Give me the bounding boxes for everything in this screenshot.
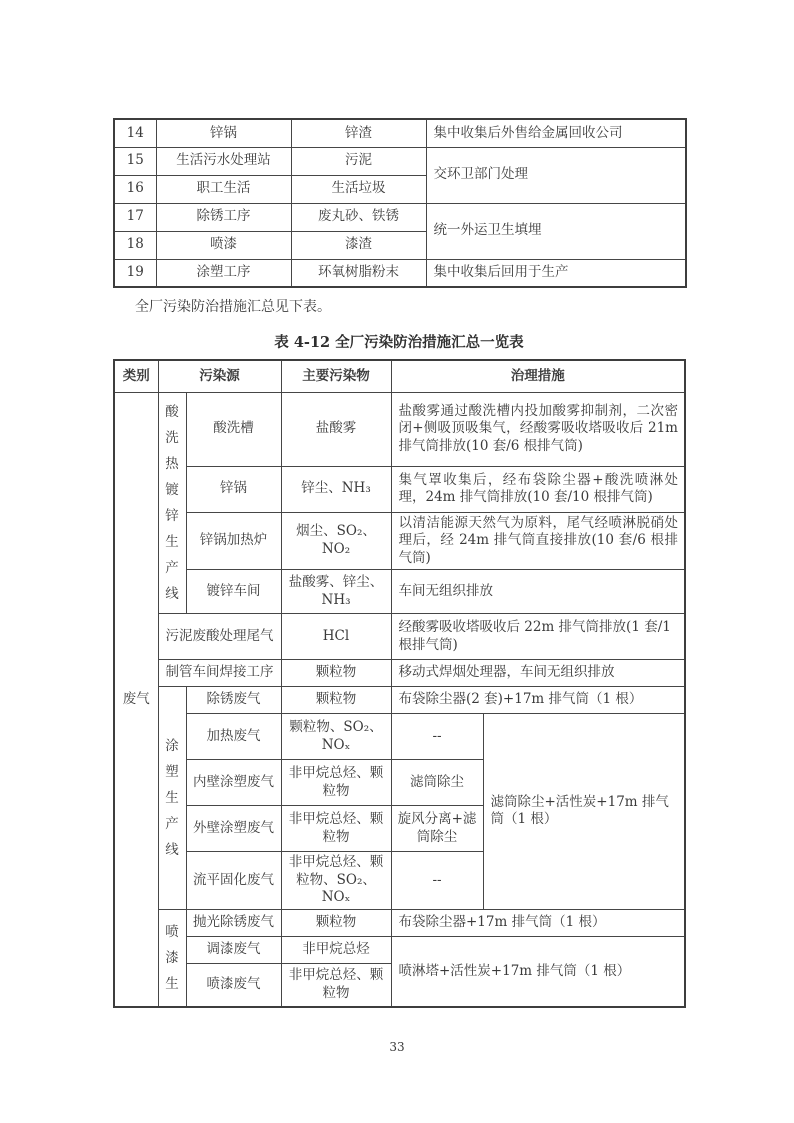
waste-type: 锌渣 xyxy=(291,119,426,147)
pollution-source-cell: 抛光除锈废气 xyxy=(186,909,281,936)
pollutant-cell: 颗粒物、SO₂、NOₓ xyxy=(281,714,391,760)
waste-treatment: 交环卫部门处理 xyxy=(426,147,686,203)
pollutant-cell: HCl xyxy=(281,614,391,660)
table-row xyxy=(114,714,685,760)
waste-source: 职工生活 xyxy=(156,175,291,203)
header-source: 污染源 xyxy=(158,360,281,392)
waste-type: 废丸砂、铁锈 xyxy=(291,203,426,231)
pollution-source-cell: 内壁涂塑废气 xyxy=(186,760,281,806)
pollution-source-cell: 加热废气 xyxy=(186,714,281,760)
pollution-source-cell: 调漆废气 xyxy=(186,936,281,963)
row-number: 17 xyxy=(114,203,156,231)
row-number: 15 xyxy=(114,147,156,175)
table-title: 表 4-12 全厂污染防治措施汇总一览表 xyxy=(274,334,524,351)
table-row xyxy=(114,203,686,231)
table-row xyxy=(114,259,686,287)
waste-source: 生活污水处理站 xyxy=(156,147,291,175)
pollutant-cell: 颗粒物 xyxy=(281,909,391,936)
page-content xyxy=(113,0,685,1008)
pollutant-cell: 颗粒物 xyxy=(281,660,391,687)
waste-treatment: 统一外运卫生填埋 xyxy=(426,203,686,259)
pollutant-cell: 非甲烷总烃 xyxy=(281,936,391,963)
waste-type: 生活垃圾 xyxy=(291,175,426,203)
pollutant-cell: 颗粒物 xyxy=(281,687,391,714)
treatment-cell: 滤筒除尘+活性炭+17m 排气筒（1 根） xyxy=(483,714,685,910)
waste-treatment: 集中收集后回用于生产 xyxy=(426,259,686,287)
header-category: 类别 xyxy=(114,360,158,392)
table-row xyxy=(114,909,685,936)
pollutant-cell: 烟尘、SO₂、NO₂ xyxy=(281,512,391,570)
category-cell: 废气 xyxy=(114,392,158,1007)
pollutant-cell: 非甲烷总烃、颗粒物 xyxy=(281,963,391,1007)
treatment-cell: 移动式焊烟处理器，车间无组织排放 xyxy=(391,660,685,687)
subcategory-cell xyxy=(158,909,186,1007)
pollution-source-cell: 流平固化废气 xyxy=(186,852,281,910)
intro-paragraph: 全厂污染防治措施汇总见下表。 xyxy=(135,299,331,315)
treatment-cell: 车间无组织排放 xyxy=(391,570,685,614)
waste-source: 除锈工序 xyxy=(156,203,291,231)
table-row xyxy=(114,570,685,614)
waste-treatment: 集中收集后外售给金属回收公司 xyxy=(426,119,686,147)
subcategory-cell xyxy=(158,392,186,614)
waste-disposal-table xyxy=(113,118,687,288)
pollutant-cell: 非甲烷总烃、颗粒物 xyxy=(281,760,391,806)
pretreatment-cell: 滤筒除尘 xyxy=(391,760,483,806)
pollutant-cell: 盐酸雾、锌尘、NH₃ xyxy=(281,570,391,614)
treatment-cell: 以清洁能源天然气为原料，尾气经喷淋脱硝处理后，经 24m 排气筒直接排放(10 套/6 根排气筒) xyxy=(391,512,685,570)
treatment-cell: 经酸雾吸收塔吸收后 22m 排气筒排放(1 套/1 根排气筒) xyxy=(391,614,685,660)
treatment-cell: 喷淋塔+活性炭+17m 排气筒（1 根） xyxy=(391,936,685,1007)
page-number: 33 xyxy=(389,1040,405,1054)
header-pollutant: 主要污染物 xyxy=(281,360,391,392)
table-row xyxy=(114,614,685,660)
table-row xyxy=(114,936,685,963)
treatment-cell: 布袋除尘器(2 套)+17m 排气筒（1 根） xyxy=(391,687,685,714)
table-row xyxy=(114,466,685,512)
pollution-source-cell: 制管车间焊接工序 xyxy=(158,660,281,687)
row-number: 18 xyxy=(114,231,156,259)
table-row xyxy=(114,392,685,466)
treatment-cell: 布袋除尘器+17m 排气筒（1 根） xyxy=(391,909,685,936)
pollution-source-cell: 酸洗槽 xyxy=(186,392,281,466)
waste-type: 污泥 xyxy=(291,147,426,175)
pretreatment-cell: -- xyxy=(391,714,483,760)
header-row xyxy=(114,360,685,392)
treatment-cell: 集气罩收集后，经布袋除尘器+酸洗喷淋处理，24m 排气筒排放(10 套/10 根排气筒) xyxy=(391,466,685,512)
subcategory-label: 涂塑生产线 xyxy=(165,737,179,858)
row-number: 14 xyxy=(114,119,156,147)
pretreatment-cell: 旋风分离+滤筒除尘 xyxy=(391,806,483,852)
treatment-cell: 盐酸雾通过酸洗槽内投加酸雾抑制剂，二次密闭+侧吸顶吸集气，经酸雾吸收塔吸收后 21m 排气筒排放(10 套/6 根排气筒) xyxy=(391,392,685,466)
waste-source: 涂塑工序 xyxy=(156,259,291,287)
pretreatment-cell: -- xyxy=(391,852,483,910)
table-row xyxy=(114,119,686,147)
table-row xyxy=(114,147,686,175)
waste-source: 喷漆 xyxy=(156,231,291,259)
pollution-source-cell: 锌锅 xyxy=(186,466,281,512)
row-number: 16 xyxy=(114,175,156,203)
pollution-control-summary-table xyxy=(113,359,686,1008)
pollution-source-cell: 喷漆废气 xyxy=(186,963,281,1007)
waste-type: 漆渣 xyxy=(291,231,426,259)
waste-source: 锌锅 xyxy=(156,119,291,147)
pollution-source-cell: 外壁涂塑废气 xyxy=(186,806,281,852)
pollution-source-cell: 锌锅加热炉 xyxy=(186,512,281,570)
pollutant-cell: 非甲烷总烃、颗粒物 xyxy=(281,806,391,852)
subcategory-cell xyxy=(158,687,186,910)
table-row xyxy=(114,660,685,687)
header-treatment: 治理措施 xyxy=(391,360,685,392)
pollutant-cell: 盐酸雾 xyxy=(281,392,391,466)
waste-type: 环氧树脂粉末 xyxy=(291,259,426,287)
row-number: 19 xyxy=(114,259,156,287)
pollution-source-cell: 除锈废气 xyxy=(186,687,281,714)
pollutant-cell: 非甲烷总烃、颗粒物、SO₂、NOₓ xyxy=(281,852,391,910)
table-row xyxy=(114,687,685,714)
subcategory-label: 酸洗热镀锌生产线 xyxy=(165,403,179,602)
table-row xyxy=(114,512,685,570)
pollution-source-cell: 污泥废酸处理尾气 xyxy=(158,614,281,660)
subcategory-label: 喷漆生 xyxy=(165,923,179,992)
pollutant-cell: 锌尘、NH₃ xyxy=(281,466,391,512)
pollution-source-cell: 镀锌车间 xyxy=(186,570,281,614)
